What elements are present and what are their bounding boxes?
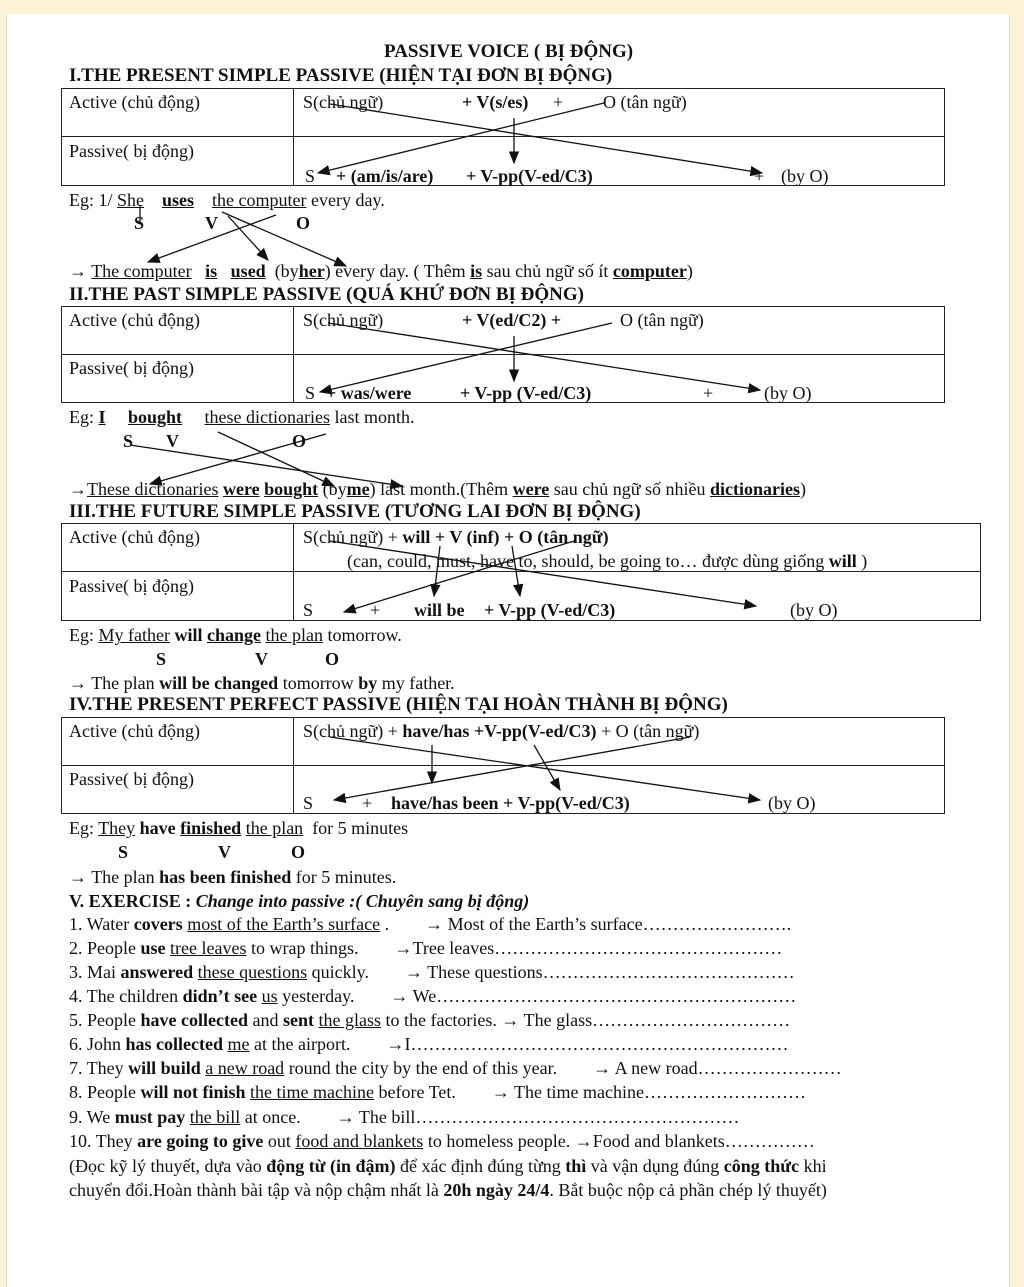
s2-label-s: S (123, 431, 134, 451)
s4-active-bold: have/has +V-pp(V-ed/C3) (402, 721, 597, 741)
note-text: chuyển đổi.Hoàn thành bài tập và nộp chậm nhất là (69, 1180, 439, 1200)
s3-ans-end: my father. (381, 673, 455, 693)
s1-eg-object: the computer (212, 190, 307, 210)
s4-eg-subject: They (98, 818, 136, 838)
s4-active-subject: S(chủ ngữ) + (303, 721, 398, 741)
s1-eg-label: Eg: 1/ (69, 190, 113, 210)
s1-ans-by: (by (274, 261, 299, 281)
exercise-item-text: out (267, 1131, 291, 1151)
s1-active-object: O (tân ngữ) (603, 92, 687, 112)
s2-ans-be: were (222, 479, 260, 499)
exercise-item-verb: didn’t see (182, 986, 258, 1006)
s3-passive-plus: + (370, 600, 381, 620)
s4-label-v: V (218, 842, 231, 862)
s4-eg-have: have (139, 818, 176, 838)
s3-passive-willbe: will be (414, 600, 465, 620)
s2-ans-by: (by (322, 479, 347, 499)
s1-ans-subject: The computer (91, 261, 192, 281)
s1-ans-agent: her (298, 261, 325, 281)
s1-passive-subject: S (305, 166, 316, 186)
s1-label-v: V (205, 213, 218, 233)
s4-eg-verb: finished (180, 818, 242, 838)
s1-passive-be: + (am/is/are) (336, 166, 434, 186)
s2-ans-subject: These dictionaries (87, 479, 219, 499)
exercise-item-object: the bill (189, 1107, 241, 1127)
s3-arrow-will-down (434, 546, 440, 596)
note-bold: thì (565, 1156, 587, 1176)
exercise-item-answer-line: → A new road…………………… (593, 1058, 842, 1078)
s3-modal-text: (can, could, must, have to, should, be going to… được dùng giống (347, 551, 825, 571)
s1-eg-arrow-s (222, 212, 346, 266)
s3-answer-arrow: → (69, 673, 87, 693)
exercise-item-verb: has collected (125, 1034, 223, 1054)
exercise-item-rest: yesterday. (282, 986, 355, 1006)
s1-eg-arrow-o (148, 215, 276, 262)
s2-passive-plus: + (703, 383, 714, 403)
s1-passive-label: Passive( bị động) (69, 141, 194, 161)
note-text: . Bắt buộc nộp cả phần chép lý thuyết) (549, 1180, 827, 1200)
s1-passive-plus: + (754, 166, 765, 186)
s3-passive-vpp: + V-pp (V-ed/C3) (484, 600, 616, 620)
exercise-item-subject: 8. People (69, 1082, 136, 1102)
s3-arrow-verb-down (512, 546, 520, 596)
s3-ans-start: The plan (91, 673, 155, 693)
s2-active-object: O (tân ngữ) (620, 310, 704, 330)
section-2-heading: II.THE PAST SIMPLE PASSIVE (QUÁ KHỨ ĐƠN BỊ ĐỘNG) (69, 284, 585, 305)
s1-label-s: S (134, 213, 145, 233)
s3-active-verb: + V (inf) + O (tân ngữ) (434, 527, 609, 547)
exercise-item-subject: 9. We (69, 1107, 111, 1127)
s3-arrow-object-to-subject (344, 541, 574, 612)
exercise-item-object: most of the Earth’s surface (187, 914, 381, 934)
s1-eg-arrow-v (228, 216, 268, 260)
exercise-item-rest: at the airport. (254, 1034, 351, 1054)
s1-label-o: O (296, 213, 311, 233)
s3-active-subject: S(chủ ngữ) + (303, 527, 398, 547)
s3-modal-will: will (828, 551, 857, 571)
note-bold: động từ (in đậm) (266, 1156, 396, 1176)
s2-active-verb: + V(ed/C2) + (462, 310, 562, 330)
exercise-item-verb: use (140, 938, 166, 958)
s3-modal-end: ) (861, 551, 868, 571)
s1-note-end: ) (686, 261, 693, 281)
s4-ans-bold: has been finished (159, 867, 292, 887)
exercise-item-object: us (261, 986, 278, 1006)
s4-active-label: Active (chủ động) (69, 721, 200, 741)
s2-eg-verb: bought (128, 407, 183, 427)
s1-note-is: is (470, 261, 483, 281)
exercise-item-subject: 7. They (69, 1058, 124, 1078)
s1-ans-be: is (205, 261, 218, 281)
exercise-item-verb: have collected (140, 1010, 248, 1030)
s3-ans-mid: tomorrow (282, 673, 354, 693)
exercise-item-verb: sent (282, 1010, 314, 1030)
s3-eg-will: will (174, 625, 203, 645)
s2-eg-object: these dictionaries (204, 407, 331, 427)
exercise-item-rest: quickly. (311, 962, 369, 982)
exercise-item-rest: . (384, 914, 390, 934)
exercise-item-rest: before Tet. (378, 1082, 456, 1102)
exercise-item-answer-line: → The time machine……………………… (491, 1082, 806, 1102)
exercise-item-verb: answered (120, 962, 194, 982)
s4-eg-rest: for 5 minutes (312, 818, 409, 838)
s3-ans-bold: will be changed (159, 673, 279, 693)
note-text: để xác định đúng từng (400, 1156, 561, 1176)
s1-ans-verb: used (230, 261, 266, 281)
section-3-heading: III.THE FUTURE SIMPLE PASSIVE (TƯƠNG LAI ĐƠN BỊ ĐỘNG) (69, 501, 641, 522)
exercise-item-object: the time machine (250, 1082, 374, 1102)
s4-arrow-object-to-subject (334, 737, 690, 800)
exercise-item-object: me (227, 1034, 250, 1054)
note-text: và vận dụng đúng (590, 1156, 720, 1176)
exercise-item-rest: round the city by the end of this year. (288, 1058, 558, 1078)
s4-passive-bold: have/has been + V-pp(V-ed/C3) (391, 793, 630, 813)
exercise-item-verb: will not finish (140, 1082, 246, 1102)
s3-label-o: O (325, 649, 340, 669)
page-title: PASSIVE VOICE ( BỊ ĐỘNG) (384, 41, 634, 62)
exercise-item-object: food and blankets (295, 1131, 424, 1151)
exercise-item-subject: 4. The children (69, 986, 179, 1006)
s2-passive-label: Passive( bị động) (69, 358, 194, 378)
exercise-item-answer-line: to homeless people. →Food and blankets…………… (427, 1131, 815, 1151)
s1-passive-vpp: + V-pp(V-ed/C3) (466, 166, 593, 186)
s2-passive-be: + was/were (326, 383, 412, 403)
s1-active-subject: S(chủ ngữ) (303, 92, 384, 112)
s4-active-end: + O (tân ngữ) (601, 721, 700, 741)
s2-active-label: Active (chủ động) (69, 310, 200, 330)
exercise-item-object: the glass (318, 1010, 381, 1030)
exercise-item-answer-line: → Most of the Earth’s surface……………………. (425, 914, 792, 934)
s4-arrow-subject-to-by (330, 737, 760, 800)
section-4-heading: IV.THE PRESENT PERFECT PASSIVE (HIỆN TẠI HOÀN THÀNH BỊ ĐỘNG) (69, 694, 728, 715)
s4-label-o: O (291, 842, 306, 862)
s4-label-s: S (118, 842, 129, 862)
exercise-item-object: tree leaves (170, 938, 247, 958)
s3-eg-subject: My father (98, 625, 170, 645)
s2-passive-by: (by O) (764, 383, 812, 403)
exercise-item-object: these questions (197, 962, 308, 982)
s2-active-subject: S(chủ ngữ) (303, 310, 384, 330)
s3-eg-label: Eg: (69, 625, 94, 645)
s3-ans-by: by (358, 673, 378, 693)
s3-eg-rest: tomorrow. (327, 625, 402, 645)
s4-ans-end: for 5 minutes. (295, 867, 397, 887)
s2-arrow-subject-to-by (328, 323, 760, 390)
s3-active-label: Active (chủ động) (69, 527, 200, 547)
s2-ans-agent: me (346, 479, 370, 499)
s3-passive-by: (by O) (790, 600, 838, 620)
exercise-item-subject: 2. People (69, 938, 136, 958)
exercise-item-answer-line: →I……………………………………………………… (386, 1034, 789, 1054)
exercise-item-subject: 6. John (69, 1034, 122, 1054)
s4-ans-start: The plan (91, 867, 155, 887)
s2-eg-rest: last month. (334, 407, 415, 427)
exercise-instruction: Change into passive :( Chuyên sang bị động) (195, 891, 530, 911)
exercise-item-subject: 3. Mai (69, 962, 116, 982)
s2-eg-subject: I (98, 407, 106, 427)
exercise-item-answer-line: →Tree leaves………………………………………… (394, 938, 783, 958)
s1-arrow-object-to-subject (318, 103, 604, 173)
section-1-heading: I.THE PRESENT SIMPLE PASSIVE (HIỆN TẠI ĐƠN BỊ ĐỘNG) (69, 65, 613, 86)
s4-passive-by: (by O) (768, 793, 816, 813)
s4-answer-arrow: → (69, 867, 87, 887)
s1-active-verb: + V(s/es) (462, 92, 529, 112)
s2-note-word: dictionaries (710, 479, 800, 499)
s4-passive-plus: + (362, 793, 373, 813)
s1-eg-subject: She (117, 190, 144, 210)
s1-arrow-subject-to-by (330, 104, 762, 173)
exercise-item-answer-line: → These questions…………………………………… (405, 962, 795, 982)
s1-note-word: computer (612, 261, 687, 281)
s2-ans-verb: bought (264, 479, 319, 499)
s1-active-label: Active (chủ động) (69, 92, 200, 112)
s2-eg-arrow-v (218, 432, 334, 486)
s1-ans-close: ) every day. ( Thêm (324, 261, 466, 281)
s4-eg-object: the plan (245, 818, 304, 838)
s2-label-v: V (166, 431, 179, 451)
s1-passive-by: (by O) (781, 166, 829, 186)
exercise-title: V. EXERCISE : (69, 891, 192, 911)
note-text: khi (803, 1156, 827, 1176)
s1-eg-rest: every day. (310, 190, 385, 210)
s2-ans-close: ) last month.(Thêm (369, 479, 509, 499)
s4-passive-label: Passive( bị động) (69, 769, 194, 789)
s3-eg-object: the plan (265, 625, 323, 645)
exercise-item-text: and (252, 1010, 279, 1030)
s4-eg-label: Eg: (69, 818, 94, 838)
s1-note-mid: sau chủ ngữ số ít (486, 261, 609, 281)
s4-passive-subject: S (303, 793, 314, 813)
exercise-item-answer-line: → The bill……………………………………………… (336, 1107, 740, 1127)
s3-label-v: V (255, 649, 268, 669)
s2-note-were: were (512, 479, 550, 499)
exercise-item-verb: will build (128, 1058, 201, 1078)
s2-note-mid: sau chủ ngữ số nhiều (553, 479, 706, 499)
s2-passive-vpp: + V-pp (V-ed/C3) (460, 383, 592, 403)
exercise-item-verb: are going to give (137, 1131, 264, 1151)
exercise-item-subject: 10. They (69, 1131, 133, 1151)
s2-note-end: ) (800, 479, 806, 499)
s2-label-o: O (292, 431, 307, 451)
s1-eg-verb: uses (162, 190, 195, 210)
s1-active-plus: + (553, 92, 564, 112)
note-bold: công thức (723, 1156, 800, 1176)
exercise-item-object: a new road (205, 1058, 285, 1078)
s1-answer-arrow: → (69, 261, 87, 281)
exercise-item-answer-line: to the factories. → The glass…………………………… (385, 1010, 791, 1030)
s3-passive-subject: S (303, 600, 314, 620)
exercise-item-rest: to wrap things. (250, 938, 359, 958)
s3-eg-verb: change (207, 625, 261, 645)
exercise-item-verb: covers (133, 914, 183, 934)
s2-answer-arrow: → (69, 479, 87, 499)
s3-active-will: will (402, 527, 431, 547)
note-text: (Đọc kỹ lý thuyết, dựa vào (69, 1156, 262, 1176)
exercise-item-answer-line: → We…………………………………………………… (390, 986, 797, 1006)
s2-eg-label: Eg: (69, 407, 94, 427)
s3-passive-label: Passive( bị động) (69, 576, 194, 596)
s2-arrow-object-to-subject (320, 323, 612, 392)
exercise-item-subject: 1. Water (69, 914, 130, 934)
s2-passive-subject: S (305, 383, 316, 403)
exercise-item-subject: 5. People (69, 1010, 136, 1030)
s3-label-s: S (156, 649, 167, 669)
exercise-item-rest: at once. (244, 1107, 301, 1127)
exercise-item-verb: must pay (114, 1107, 186, 1127)
note-deadline: 20h ngày 24/4 (443, 1180, 550, 1200)
